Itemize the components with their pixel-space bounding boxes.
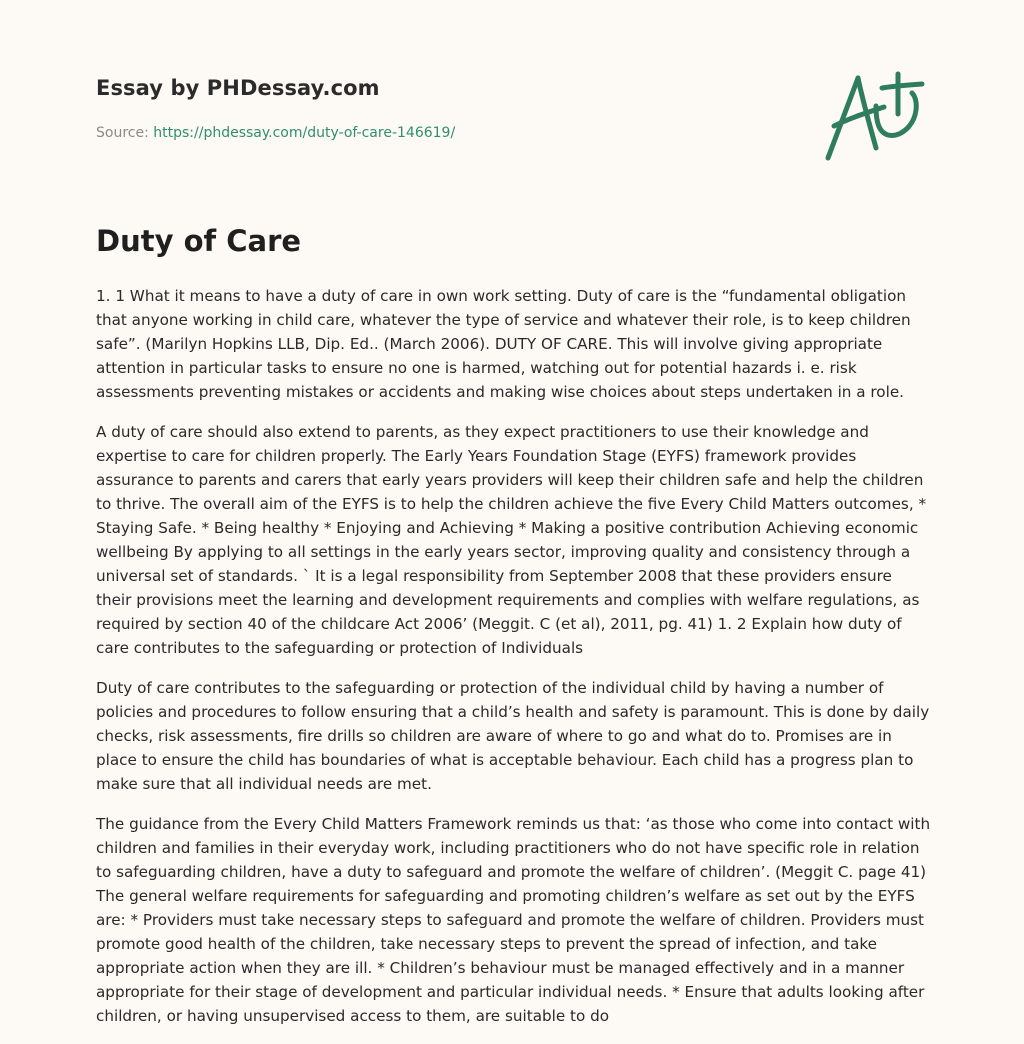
essay-title: Duty of Care bbox=[96, 224, 302, 258]
essay-body bbox=[96, 284, 932, 1044]
source-label: Source: bbox=[96, 125, 149, 141]
source-link[interactable]: https://phdessay.com/duty-of-care-146619/ bbox=[153, 125, 456, 141]
source-line bbox=[96, 125, 455, 141]
essay-paragraph-1: 1. 1 What it means to have a duty of care in own work setting. Duty of care is the “fundamental obligation that anyone working in child care, whatever the type of service and whatever their role, is to keep children safe”. (Marilyn Hopkins LLB, Dip. Ed.. (March 2006). DUTY OF CARE. This will involve giving appropriate attention in particular tasks to ensure no one is harmed, watching out for potential hazards i. e. risk assessments preventing mistakes or accidents and making wise choices about steps undertaken in a role. bbox=[96, 287, 911, 401]
a-plus-grade-icon bbox=[818, 66, 930, 166]
essay-paragraph-2: A duty of care should also extend to parents, as they expect practitioners to use their knowledge and expertise to care for children properly. The Early Years Foundation Stage (EYFS) framework provides assurance to parents and carers that early years providers will keep their children safe and help the children to thrive. The overall aim of the EYFS is to help the children achieve the five Every Child Matters outcomes, * Staying Safe. * Being healthy * Enjoying and Achieving * Making a positive contribution Achieving economic wellbeing By applying to all settings in the early years sector, improving quality and consistency through a universal set of standards. ` It is a legal responsibility from September 2008 that these providers ensure their provisions meet the learning and development requirements and complies with welfare regulations, as required by section 40 of the childcare Act 2006’ (Meggit. C (et al), 2011, pg. 41) 1. 2 Explain how duty of care contributes to the safeguarding or protection of Individuals bbox=[96, 423, 927, 657]
site-brand: Essay by PHDessay.com bbox=[96, 76, 380, 100]
essay-paragraph-4: The guidance from the Every Child Matters Framework reminds us that: ‘as those who come into contact with children and families in their everyday work, including practitioners who do not have specific role in relation to safeguarding children, have a duty to safeguard and promote the welfare of children’. (Meggit C. page 41) The general welfare requirements for safeguarding and promoting children’s welfare as set out by the EYFS are: * Providers must take necessary steps to safeguard and promote the welfare of children. Providers must promote good health of the children, take necessary steps to prevent the spread of infection, and take appropriate action when they are ill. * Children’s behaviour must be managed effectively and in a manner appropriate for their stage of development and particular individual needs. * Ensure that adults looking after children, or having unsupervised access to them, are suitable to do bbox=[96, 815, 931, 1025]
essay-paragraph-3: Duty of care contributes to the safeguarding or protection of the individual child by having a number of policies and procedures to follow ensuring that a child’s health and safety is paramount. This is done by daily checks, risk assessments, fire drills so children are aware of where to go and what do to. Promises are in place to ensure the child has boundaries of what is acceptable behaviour. Each child has a progress plan to make sure that all individual needs are met. bbox=[96, 679, 930, 793]
